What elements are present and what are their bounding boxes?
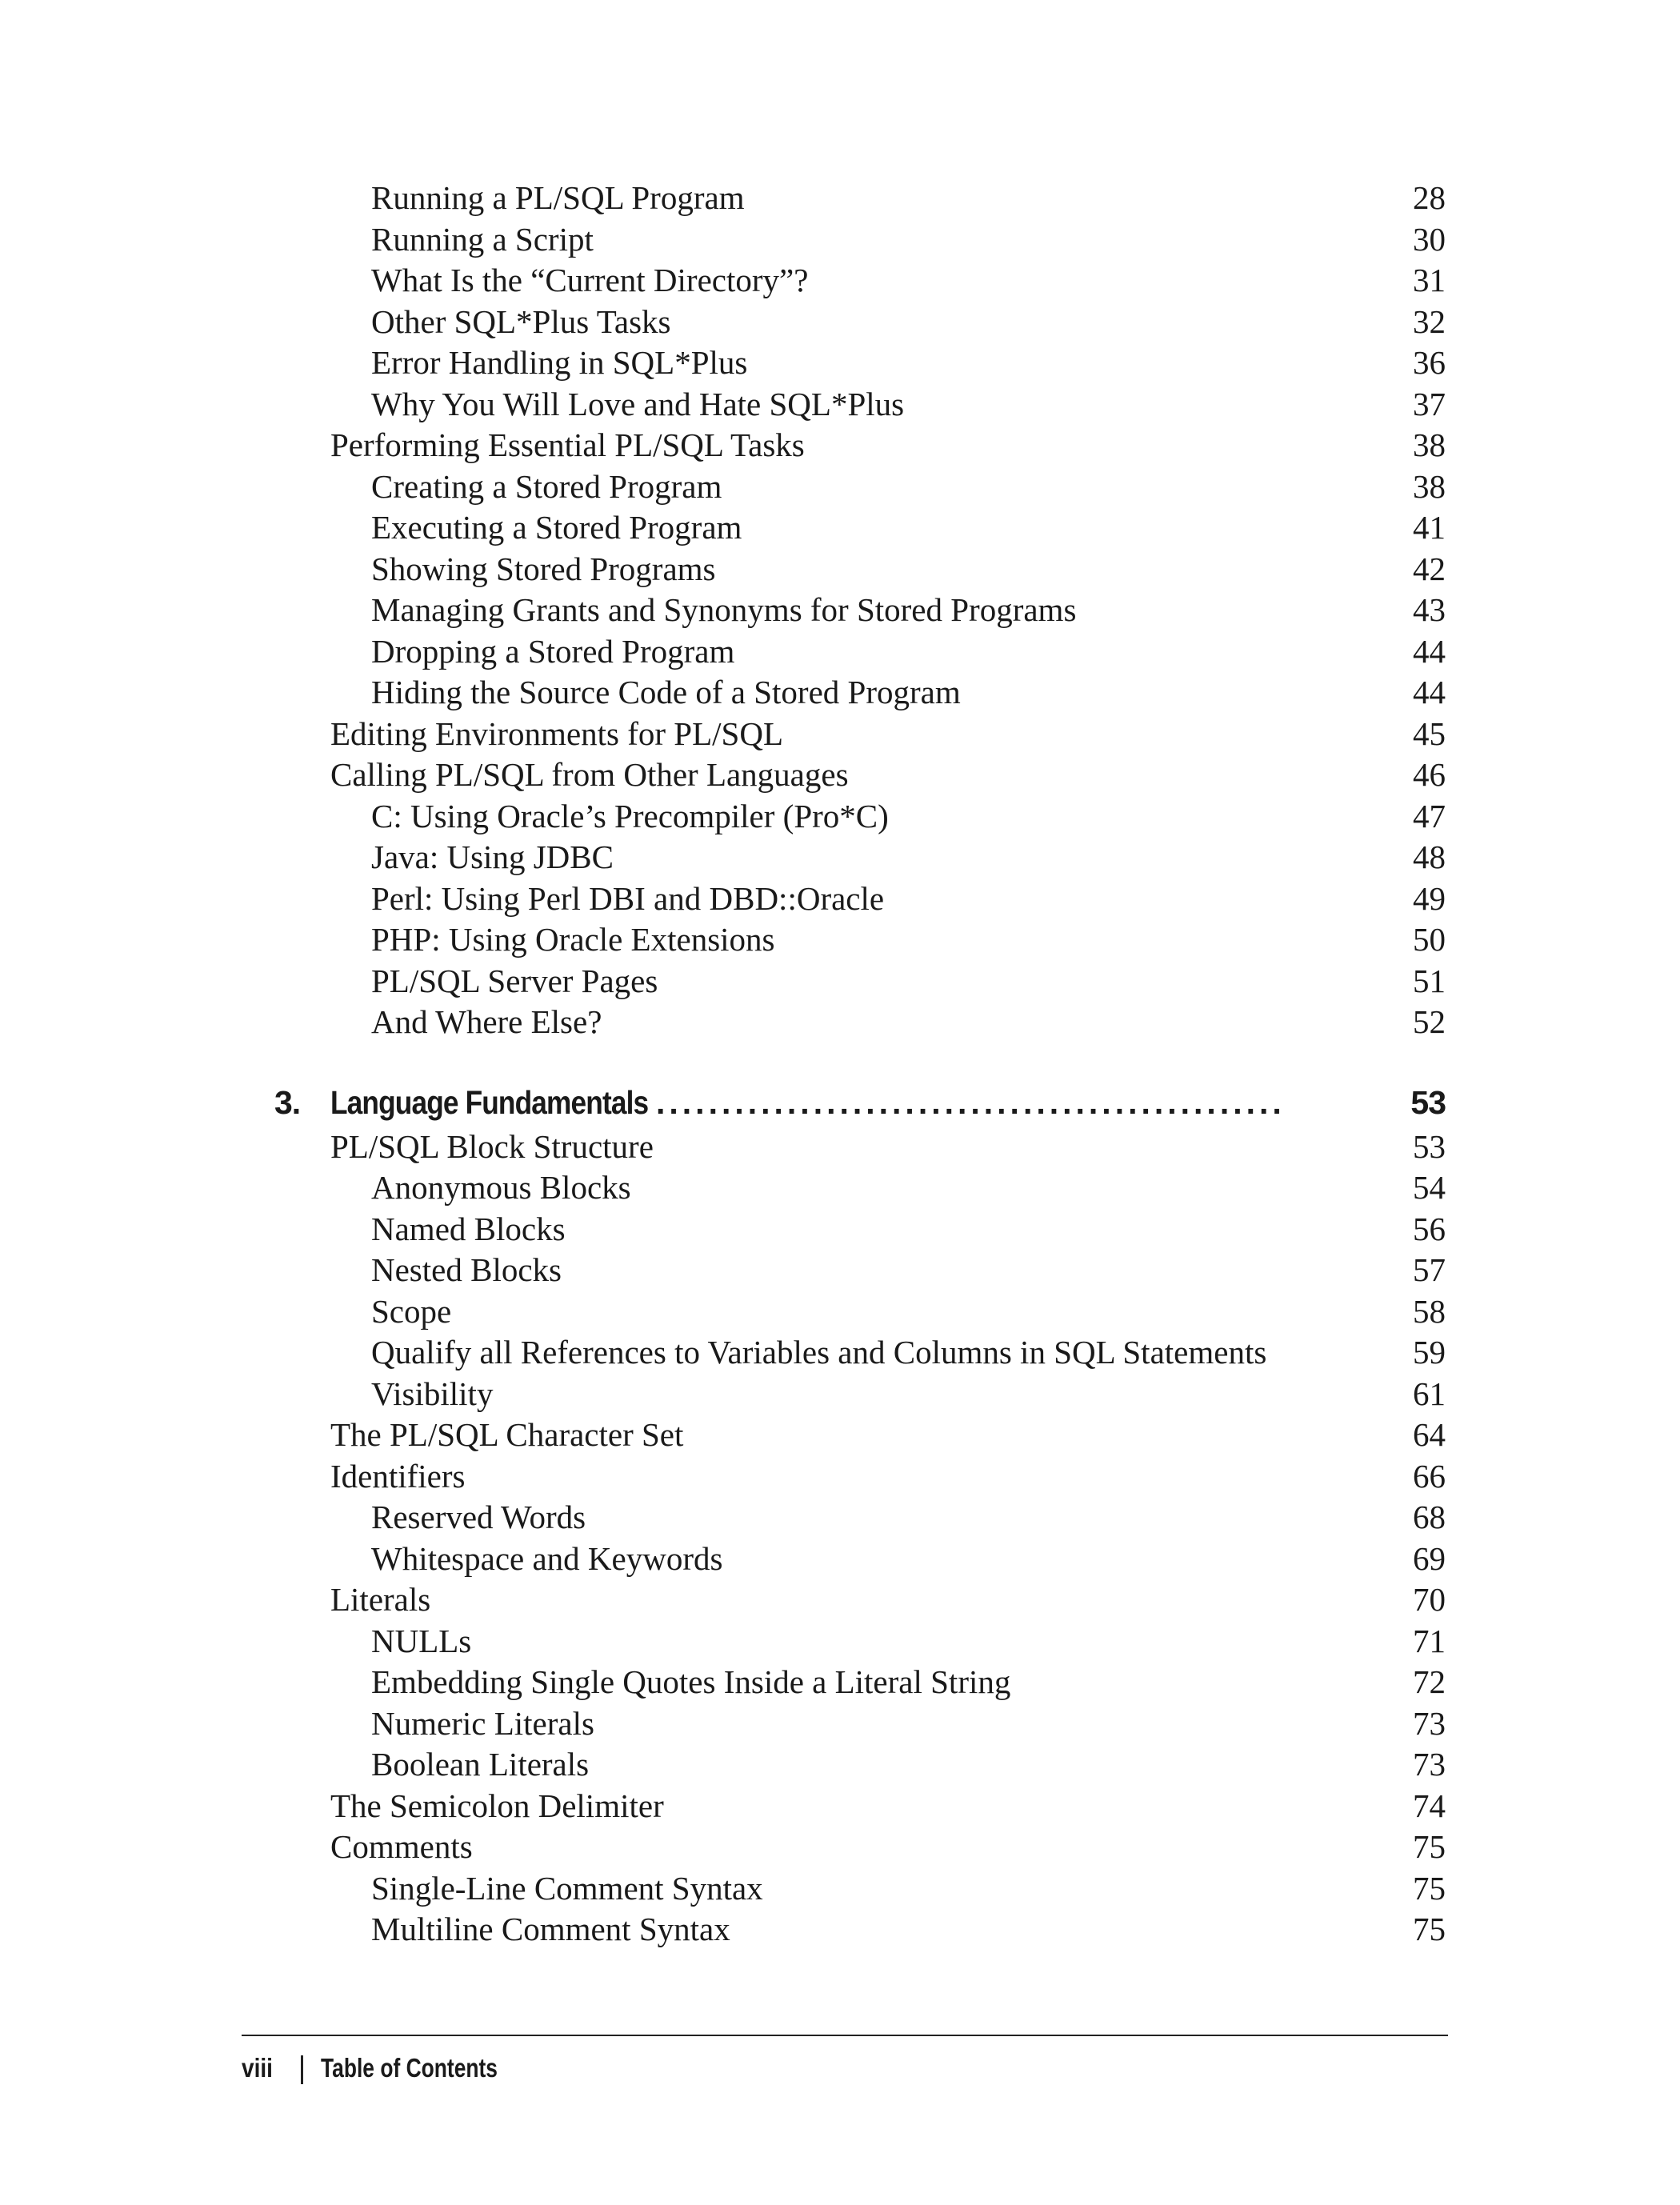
- toc-entry-page: 66: [1413, 1457, 1446, 1495]
- toc-entry-title: Managing Grants and Synonyms for Stored Programs: [371, 591, 1077, 628]
- toc-entry[interactable]: [0, 1744, 1680, 1786]
- chapter-number: 3.: [274, 1083, 301, 1121]
- toc-entry[interactable]: [0, 796, 1680, 838]
- toc-entry-page: 75: [1413, 1869, 1446, 1907]
- page-footer: [242, 2048, 542, 2088]
- toc-entry[interactable]: [0, 837, 1680, 878]
- toc-entry[interactable]: [0, 549, 1680, 590]
- toc-entry-page: 53: [1413, 1127, 1446, 1165]
- toc-entry-title: Visibility: [371, 1375, 494, 1412]
- toc-entry-title: Other SQL*Plus Tasks: [371, 302, 671, 340]
- toc-entry[interactable]: [0, 507, 1680, 549]
- toc-entry-title: Hiding the Source Code of a Stored Program: [371, 674, 961, 710]
- toc-entry-page: 54: [1413, 1169, 1446, 1206]
- toc-entry-title: Scope: [371, 1292, 452, 1330]
- toc-entry[interactable]: [0, 1167, 1680, 1209]
- toc-entry[interactable]: [0, 260, 1680, 302]
- toc-entry[interactable]: [0, 342, 1680, 384]
- toc-entry-title: Nested Blocks: [371, 1251, 562, 1288]
- toc-entry-title: And Where Else?: [371, 1003, 602, 1040]
- toc-entry-page: 49: [1413, 879, 1446, 917]
- toc-entry-page: 61: [1413, 1375, 1446, 1412]
- toc-entry-page: 57: [1413, 1251, 1446, 1288]
- toc-entry-title: PHP: Using Oracle Extensions: [371, 921, 775, 958]
- toc-entry-title: Qualify all References to Variables and Columns in SQL Statements: [371, 1334, 1267, 1371]
- toc-entry-page: 58: [1413, 1292, 1446, 1330]
- toc-entry-page: 47: [1413, 797, 1446, 834]
- toc-entry[interactable]: [0, 1415, 1680, 1456]
- toc-entry[interactable]: [0, 1002, 1680, 1043]
- toc-entry-page: 43: [1413, 591, 1446, 628]
- toc-entry-title: Executing a Stored Program: [371, 509, 742, 546]
- toc-entry-title: Perl: Using Perl DBI and DBD::Oracle: [371, 879, 885, 917]
- toc-entry-title: The Semicolon Delimiter: [330, 1787, 664, 1824]
- toc-entry[interactable]: [0, 961, 1680, 1002]
- toc-entry-page: 45: [1413, 714, 1446, 752]
- toc-entry-page: 75: [1413, 1911, 1446, 1947]
- toc-entry-page: 44: [1413, 674, 1446, 710]
- toc-section-chapter-3: [0, 1127, 1680, 1951]
- toc-entry[interactable]: [0, 1579, 1680, 1621]
- toc-entry-page: 59: [1413, 1334, 1446, 1371]
- toc-entry-page: 56: [1413, 1210, 1446, 1247]
- toc-entry[interactable]: [0, 1209, 1680, 1251]
- toc-entry-title: Anonymous Blocks: [371, 1169, 631, 1206]
- toc-entry-title: Single-Line Comment Syntax: [371, 1869, 763, 1907]
- footer-divider: [242, 2035, 1448, 2036]
- toc-entry-title: Numeric Literals: [371, 1704, 594, 1742]
- toc-entry-page: 30: [1413, 220, 1446, 258]
- chapter-title: Language Fundamentals: [330, 1083, 649, 1121]
- toc-entry-title: What Is the “Current Directory”?: [371, 262, 809, 298]
- toc-entry-title: PL/SQL Server Pages: [371, 962, 658, 999]
- toc-entry[interactable]: [0, 631, 1680, 673]
- toc-entry-title: Identifiers: [330, 1457, 466, 1495]
- toc-entry-page: 44: [1413, 632, 1446, 670]
- toc-entry[interactable]: [0, 302, 1680, 343]
- toc-entry[interactable]: [0, 466, 1680, 508]
- toc-entry-title: Calling PL/SQL from Other Languages: [330, 756, 849, 793]
- toc-entry[interactable]: [0, 1827, 1680, 1868]
- toc-entry[interactable]: [0, 1250, 1680, 1291]
- toc-entry-title: Named Blocks: [371, 1210, 566, 1247]
- toc-entry[interactable]: [0, 1703, 1680, 1745]
- toc-entry-title: Performing Essential PL/SQL Tasks: [330, 426, 805, 463]
- toc-entry-page: 38: [1413, 467, 1446, 505]
- toc-entry-title: C: Using Oracle’s Precompiler (Pro*C): [371, 797, 889, 834]
- toc-entry-title: Running a Script: [371, 220, 594, 258]
- toc-entry-title: Literals: [330, 1581, 431, 1618]
- toc-entry-page: 41: [1413, 509, 1446, 546]
- toc-entry[interactable]: [0, 1868, 1680, 1910]
- toc-entry-title: The PL/SQL Character Set: [330, 1416, 684, 1453]
- toc-entry-title: Boolean Literals: [371, 1746, 590, 1783]
- toc-entry-page: 74: [1413, 1787, 1446, 1824]
- page-folio: viii: [242, 2053, 273, 2083]
- running-head: Table of Contents: [320, 2053, 498, 2083]
- toc-entry-page: 64: [1413, 1416, 1446, 1453]
- toc-entry-page: 52: [1413, 1003, 1446, 1040]
- toc-entry-page: 71: [1413, 1622, 1446, 1659]
- toc-entry[interactable]: [0, 1662, 1680, 1703]
- toc-entry[interactable]: [0, 384, 1680, 426]
- toc-entry[interactable]: [0, 672, 1680, 714]
- toc-entry-page: 68: [1413, 1499, 1446, 1535]
- toc-entry-title: Error Handling in SQL*Plus: [371, 344, 748, 381]
- dot-leader: ................................................: [656, 1083, 1286, 1121]
- toc-entry-page: 69: [1413, 1539, 1446, 1577]
- toc-chapter-heading[interactable]: [0, 1078, 1680, 1127]
- toc-entry-title: Comments: [330, 1828, 473, 1865]
- toc-entry[interactable]: [0, 754, 1680, 796]
- toc-entry[interactable]: [0, 1291, 1680, 1333]
- toc-entry-page: 73: [1413, 1704, 1446, 1742]
- toc-entry-page: 36: [1413, 344, 1446, 381]
- toc-entry-page: 46: [1413, 756, 1446, 793]
- toc-entry-page: 28: [1413, 179, 1446, 216]
- toc-entry-title: PL/SQL Block Structure: [330, 1127, 654, 1165]
- toc-entry-page: 48: [1413, 838, 1446, 875]
- toc-entry-page: 75: [1413, 1828, 1446, 1865]
- toc-entry-title: Why You Will Love and Hate SQL*Plus: [371, 385, 905, 422]
- toc-entry-page: 70: [1413, 1581, 1446, 1618]
- toc-entry-page: 51: [1413, 962, 1446, 999]
- toc-entry-page: 42: [1413, 550, 1446, 587]
- toc-entry[interactable]: [0, 1909, 1680, 1951]
- toc-entry[interactable]: [0, 1456, 1680, 1498]
- toc-entry-title: NULLs: [371, 1622, 472, 1659]
- footer-separator: [301, 2055, 303, 2084]
- toc-entry-title: Running a PL/SQL Program: [371, 179, 745, 216]
- toc-entry[interactable]: [0, 1539, 1680, 1580]
- toc-entry[interactable]: [0, 1621, 1680, 1663]
- toc-entry[interactable]: [0, 590, 1680, 631]
- toc-entry[interactable]: [0, 1374, 1680, 1415]
- toc-entry-title: Editing Environments for PL/SQL: [330, 714, 783, 752]
- toc-entry[interactable]: [0, 1332, 1680, 1374]
- toc-entry[interactable]: [0, 178, 1680, 219]
- toc-entry-page: 32: [1413, 302, 1446, 340]
- toc-entry-page: 73: [1413, 1746, 1446, 1783]
- toc-entry-page: 31: [1413, 262, 1446, 298]
- toc-entry-page: 38: [1413, 426, 1446, 463]
- toc-section-chapter-2: [0, 178, 1680, 1043]
- toc-entry[interactable]: [0, 714, 1680, 755]
- chapter-page-number: 53: [1410, 1083, 1446, 1121]
- toc-entry-title: Reserved Words: [371, 1499, 586, 1535]
- toc-entry[interactable]: [0, 919, 1680, 961]
- toc-entry-title: Java: Using JDBC: [371, 838, 614, 875]
- table-of-contents: [0, 178, 1680, 1951]
- toc-entry[interactable]: [0, 1497, 1680, 1539]
- toc-entry-page: 50: [1413, 921, 1446, 958]
- toc-entry[interactable]: [0, 1786, 1680, 1827]
- toc-entry-title: Dropping a Stored Program: [371, 632, 735, 670]
- toc-entry-page: 72: [1413, 1663, 1446, 1700]
- toc-entry-title: Whitespace and Keywords: [371, 1539, 723, 1577]
- toc-entry-title: Embedding Single Quotes Inside a Literal String: [371, 1663, 1011, 1700]
- toc-entry-title: Showing Stored Programs: [371, 550, 716, 587]
- toc-entry[interactable]: [0, 1127, 1680, 1168]
- toc-entry[interactable]: [0, 219, 1680, 261]
- toc-entry-title: Multiline Comment Syntax: [371, 1911, 730, 1947]
- toc-entry-page: 37: [1413, 385, 1446, 422]
- toc-entry-title: Creating a Stored Program: [371, 467, 722, 505]
- toc-entry[interactable]: [0, 878, 1680, 920]
- toc-entry[interactable]: [0, 425, 1680, 466]
